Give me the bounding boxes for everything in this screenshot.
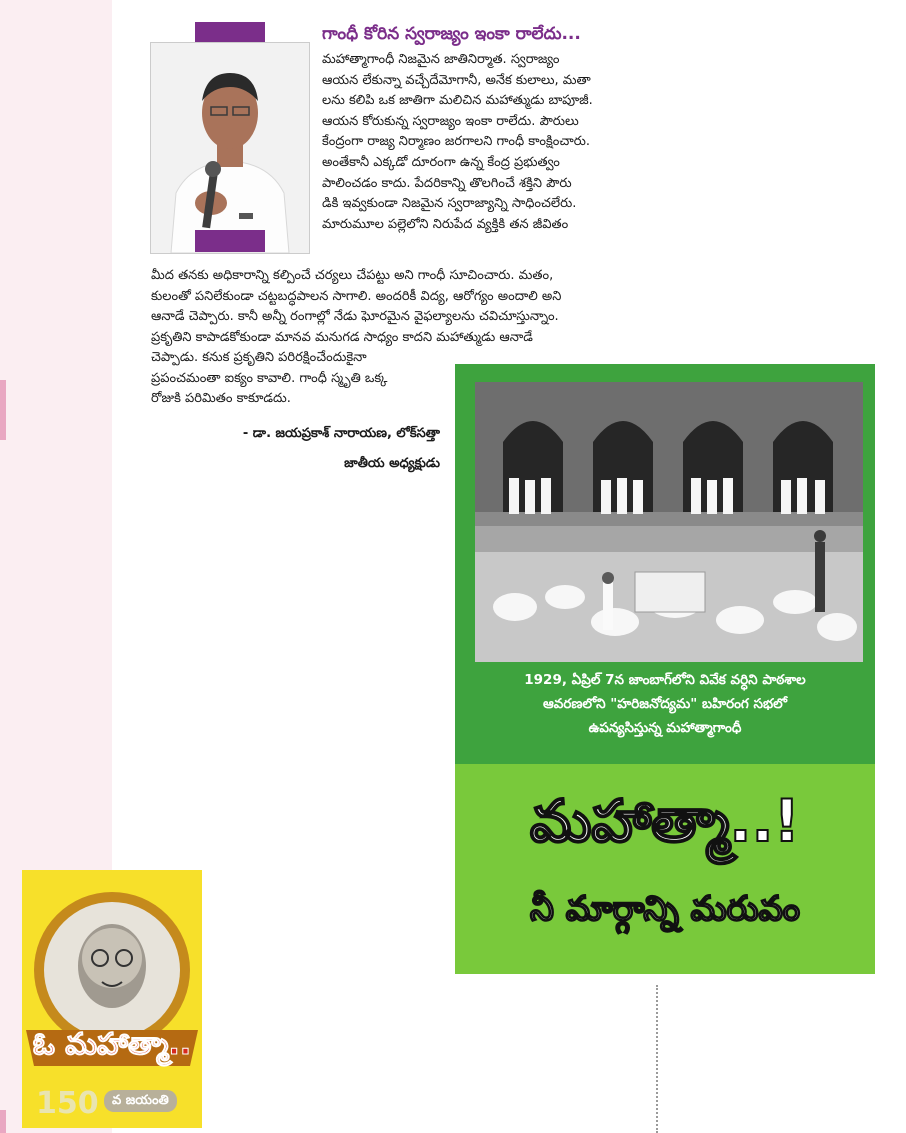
author-portrait [150,22,310,254]
article-line: లను కలిపి ఒక జాతిగా మలిచిన మహాత్ముడు బాపూజీ. [322,93,593,109]
article-line: ఆయన లేకున్నా వచ్చేదేమోగానీ, అనేక కులాలు, మతా [322,72,591,88]
article-line: కేంద్రంగా రాజ్య నిర్మాణం జరగాలని గాంధీ కాంక్షించారు. [322,134,591,150]
slogan-title: మహాత్మా..! [530,787,800,855]
caption-line: ఉపన్యసిస్తున్న మహాత్మాగాంధీ [588,720,742,736]
caption-line: 1929, ఏప్రిల్ 7న జాంబాగ్‌లోని వివేక వర్ధిని పాఠశాల [524,672,806,688]
badge-suffix: వ జయంతి [104,1090,177,1112]
column-divider [656,985,658,1133]
gandhi-poster [455,364,875,974]
slogan-panel [455,764,875,974]
article-body-narrow [322,50,593,235]
badge-number: 150 [36,1086,99,1121]
article-body-wide [151,266,561,348]
portrait-photo [150,42,310,254]
author-title: జాతీయ అధ్యక్షుడు [344,456,440,471]
article-line: ఆయన కోరుకున్న స్వరాజ్యం ఇంకా రాలేదు. పౌరులు [322,113,579,129]
article-headline: గాంధీ కోరిన స్వరాజ్యం ఇంకా రాలేదు... [322,24,581,44]
article-line: ప్రకృతిని కాపాడకోకుండా మానవ మనుగడ సాధ్యం కాదని మహాత్ముడు ఆనాడే [151,329,533,345]
article-line: మీద తనకు అధికారాన్ని కల్పించే చర్యలు చేపట్టు అని గాంధీ సూచించారు. మతం, [151,268,554,283]
slogan-subtitle: నీ మార్గాన్ని మరువం [529,889,800,929]
margin-edge-mark [0,380,6,440]
article-line: పాలించడం కాదు. పేదరికాన్ని తొలగించే శక్తిని పౌరు [322,175,572,191]
article-line: కులంతో పనిలేకుండా చట్టబద్ధపాలన సాగాలి. అందరికీ విద్య, ఆరోగ్యం అందాలి అని [151,288,562,304]
caption-line: ఆవరణలోని "హరిజనోద్యమ" బహిరంగ సభలో [543,696,787,712]
portrait-top-bar [195,22,265,44]
article-line: మహాత్మాగాంధీ నిజమైన జాతినిర్మాత. స్వరాజ్యం [322,52,560,67]
article-line: ఆనాడే చెప్పారు. కానీ అన్నీ రంగాల్లో నేడు ఘోరమైన వైఫల్యాలను చవిచూస్తున్నాం. [151,309,559,325]
article-line: ప్రపంచమంతా ఐక్యం కావాలి. గాంధీ స్మృతి ఒక్క [151,370,388,386]
portrait-bottom-bar [195,230,265,252]
badge-title: ఓ మహాత్మా.. [32,1027,192,1062]
article-line: చెప్పాడు. కనుక ప్రకృతిని పరిరక్షించేందుకైనా [151,350,367,365]
photo-caption [455,668,875,740]
historic-meeting-photo [475,382,863,662]
article-line: రోజుకి పరిమితం కాకూడదు. [151,391,291,407]
article-line: డికి ఇవ్వకుండా నిజమైన స్వరాజ్యాన్ని సాధించలేరు. [322,196,577,212]
article-line: మారుమూల పల్లెలోని నిరుపేద వ్యక్తికి తన జీవితం [322,216,569,232]
author-name: - డా. జయప్రకాశ్ నారాయణ, లోక్‌సత్తా [242,426,440,441]
anniversary-badge [22,870,202,1128]
article-body-tail [151,348,387,410]
margin-edge-mark [0,1110,6,1133]
article-line: అంతేకానీ ఎక్కడో దూరంగా ఉన్న కేంద్ర ప్రభుత్వం [322,154,560,170]
